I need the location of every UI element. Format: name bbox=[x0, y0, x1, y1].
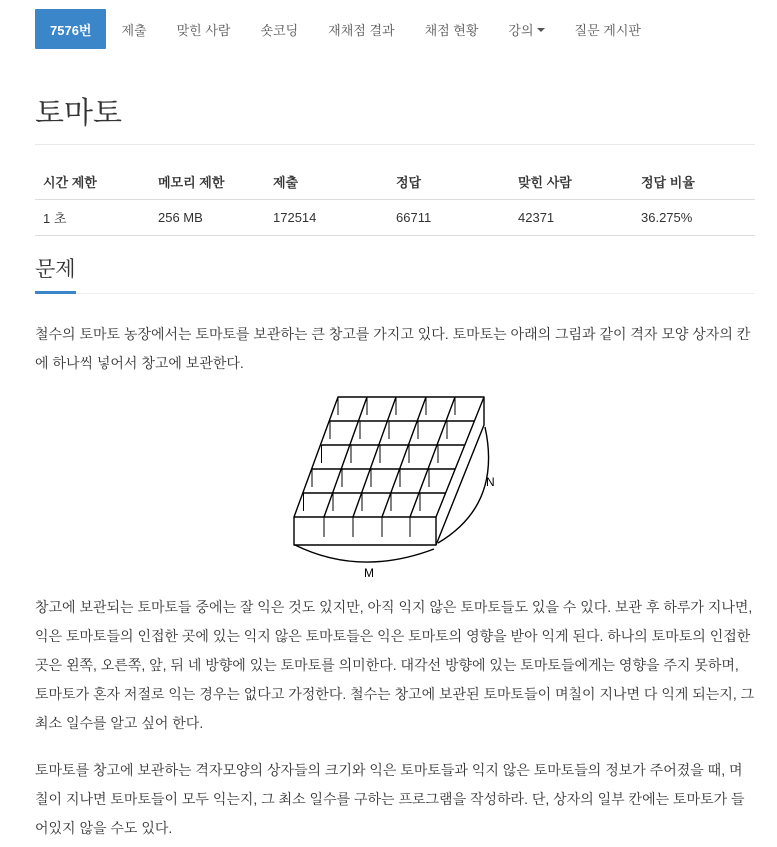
header-accepted: 정답 bbox=[388, 165, 510, 199]
nav-solved-users[interactable] bbox=[162, 9, 246, 49]
nav-rejudge-results[interactable] bbox=[313, 9, 409, 49]
problem-paragraph-ripening: 창고에 보관되는 토마토들 중에는 잘 익은 것도 있지만, 아직 익지 않은 토마토들도 있을 수 있다. 보관 후 하루가 지나면, 익은 토마토들의 인접한 곳에 있는 익지 않은 토마토들은 익은 토마토의 영향을 받아 익게 된다. 하나의 토마토의 인접한 곳은 왼쪽, 오른쪽, 앞, 뒤 네 방향에 있는 토마토를 의미한다. 대각선 방향에 있는 토마토들에게는 영향을 주지 못하며, 토마토가 혼자 저절로 익는 경우는 없다고 가정한다. 철수는 창고에 보관된 토마토들이 며칠이 지나면 다 익게 되는지, 그 최소 일수를 알고 싶어 한다. bbox=[35, 599, 755, 731]
nav-label: 맞힌 사람 bbox=[176, 22, 231, 38]
nav-label: 질문 게시판 bbox=[574, 22, 641, 38]
accepted-value: 66711 bbox=[388, 199, 510, 235]
header-submissions: 제출 bbox=[265, 165, 388, 199]
nav-judge-status[interactable] bbox=[410, 9, 494, 49]
nav-label: 재채점 결과 bbox=[328, 22, 395, 38]
nav-lectures-dropdown[interactable] bbox=[493, 9, 559, 49]
problem-info-table bbox=[35, 165, 755, 236]
box-right-side bbox=[436, 397, 484, 545]
m-label: M bbox=[364, 566, 374, 580]
title-divider bbox=[35, 144, 755, 145]
nav-submit[interactable] bbox=[106, 9, 161, 49]
problem-paragraph-task: 토마토를 창고에 보관하는 격자모양의 상자들의 크기와 익은 토마토들과 익지 않은 토마토들의 정보가 주어졌을 때, 며칠이 지나면 토마토들이 모두 익는지, 그 최소 일수를 구하는 프로그램을 작성하라. 단, 상자의 일부 칸에는 토마토가 들어있지 않을 수도 있다. bbox=[35, 762, 745, 836]
n-label: N bbox=[486, 475, 495, 489]
tomato-grid-box-figure bbox=[290, 395, 502, 581]
table-header-row bbox=[35, 165, 755, 199]
nav-question-board[interactable] bbox=[560, 9, 656, 49]
caret-down-icon bbox=[537, 28, 545, 32]
submissions-value: 172514 bbox=[265, 199, 388, 235]
header-time-limit: 시간 제한 bbox=[35, 165, 150, 199]
m-dimension-arc bbox=[295, 545, 434, 562]
box-front-side bbox=[294, 517, 436, 545]
problem-paragraph-intro: 철수의 토마토 농장에서는 토마토를 보관하는 큰 창고를 가지고 있다. 토마토는 아래의 그림과 같이 격자 모양 상자의 칸에 하나씩 넣어서 창고에 보관한다. bbox=[35, 326, 751, 371]
header-memory-limit: 메모리 제한 bbox=[150, 165, 265, 199]
memory-limit-value: 256 MB bbox=[150, 199, 265, 235]
header-solved-users: 맞힌 사람 bbox=[510, 165, 633, 199]
accept-ratio-value: 36.275% bbox=[633, 199, 755, 235]
nav-label: 7576번 bbox=[50, 22, 92, 38]
table-row bbox=[35, 199, 755, 235]
nav-label: 숏코딩 bbox=[260, 22, 299, 38]
problem-section-header bbox=[35, 255, 755, 294]
header-accept-ratio: 정답 비율 bbox=[633, 165, 755, 199]
solved-users-value: 42371 bbox=[510, 199, 633, 235]
time-limit-value: 1 초 bbox=[35, 199, 150, 235]
nav-label: 채점 현황 bbox=[424, 22, 479, 38]
problem-nav bbox=[35, 9, 656, 49]
section-title: 문제 bbox=[35, 255, 76, 294]
nav-label: 제출 bbox=[121, 22, 147, 38]
nav-problem-number[interactable] bbox=[35, 9, 106, 49]
nav-short-coding[interactable] bbox=[245, 9, 313, 49]
nav-label: 강의 bbox=[508, 22, 534, 38]
problem-title: 토마토 bbox=[35, 97, 122, 130]
